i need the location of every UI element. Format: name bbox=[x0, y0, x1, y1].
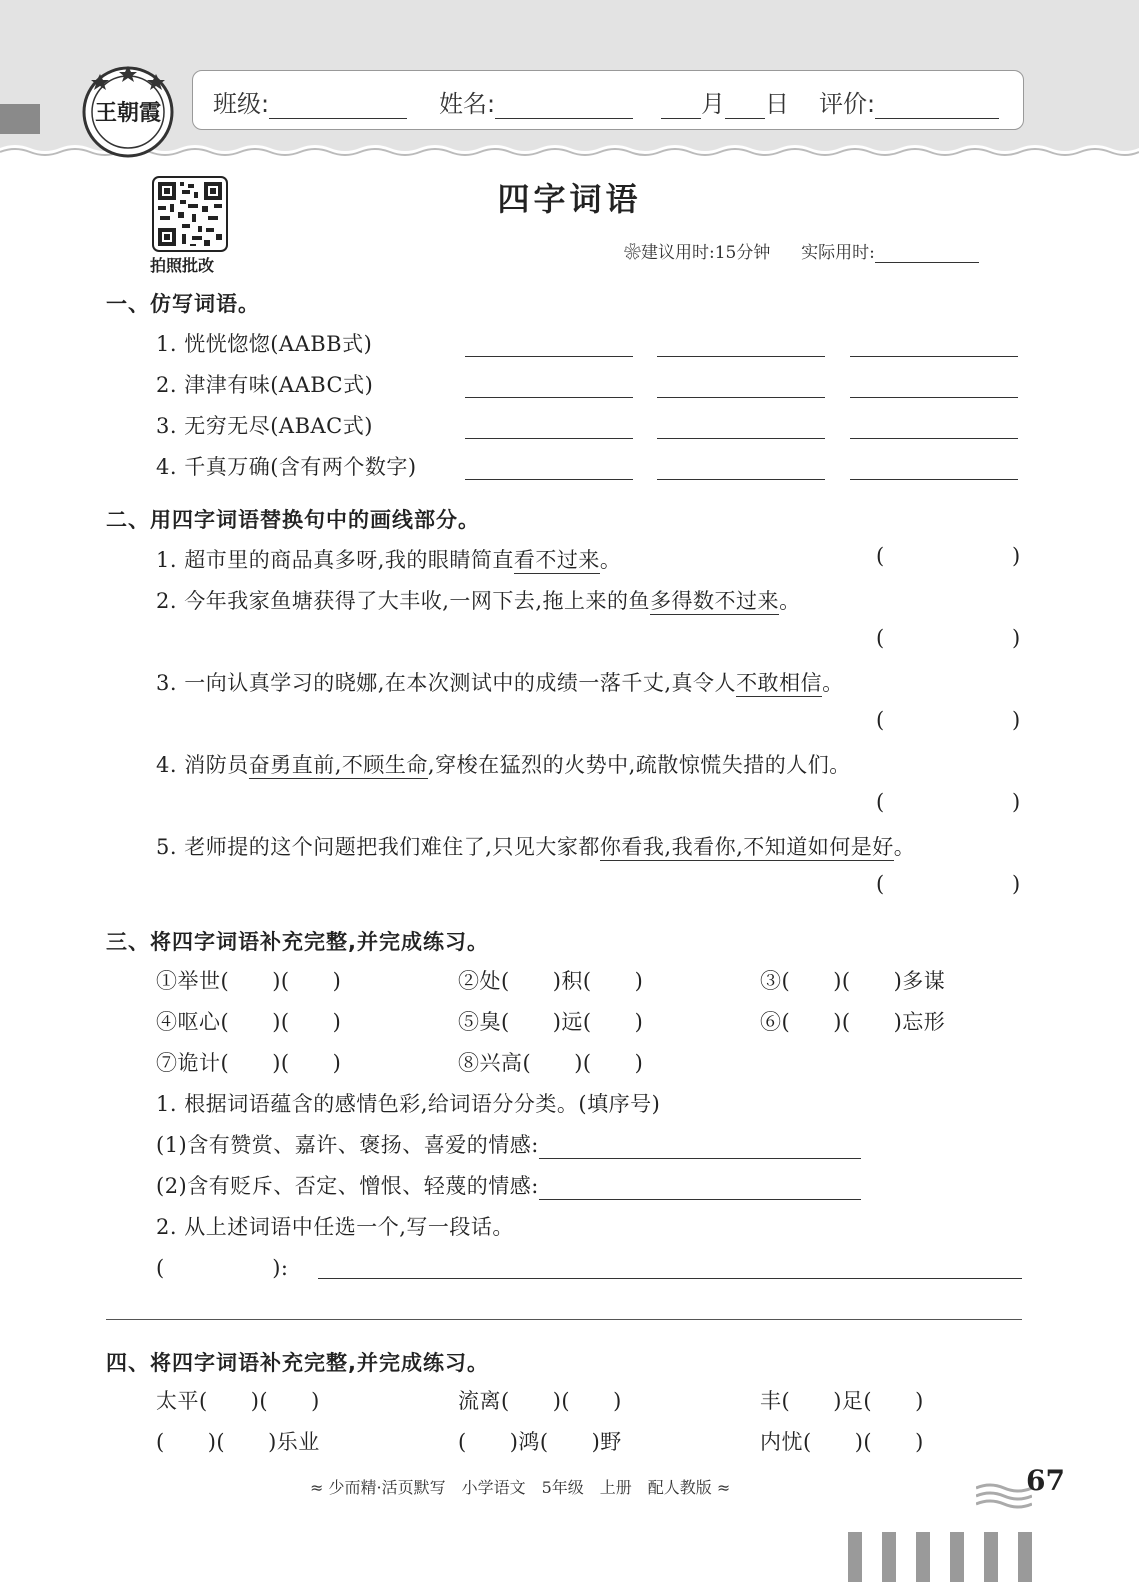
s2-answer-4-close: ) bbox=[1012, 790, 1021, 814]
section-4-heading: 四、将四字词语补充完整,并完成练习。 bbox=[106, 1351, 489, 1375]
s2-item-2: 2. 今年我家鱼塘获得了大丰收,一网下去,拖上来的鱼多得数不过来。 bbox=[156, 589, 801, 613]
underlined-phrase: 不敢相信 bbox=[736, 671, 823, 695]
s3-word-8[interactable]: ⑧兴高( )( ) bbox=[458, 1051, 644, 1075]
s1-answer-3b[interactable] bbox=[657, 437, 825, 439]
timer-row bbox=[624, 238, 979, 263]
s3-question-1: 1. 根据词语蕴含的感情色彩,给词语分分类。(填序号) bbox=[156, 1092, 661, 1116]
s3-word-3[interactable]: ③( )( )多谋 bbox=[760, 969, 946, 993]
s4-word-5[interactable]: ( )鸿( )野 bbox=[458, 1430, 622, 1454]
s3-word-5[interactable]: ⑤臭( )远( ) bbox=[458, 1010, 644, 1034]
edge-bar bbox=[984, 1532, 998, 1582]
s1-answer-2b[interactable] bbox=[657, 396, 825, 398]
suggested-time: 建议用时:15分钟 bbox=[641, 243, 771, 263]
actual-time-blank[interactable] bbox=[875, 244, 979, 263]
s2-item-3: 3. 一向认真学习的晓娜,在本次测试中的成绩一落千丈,真令人不敢相信。 bbox=[156, 671, 844, 695]
s2-answer-3-open[interactable]: ( bbox=[876, 708, 885, 732]
s4-word-1[interactable]: 太平( )( ) bbox=[156, 1389, 320, 1413]
s3-question-2-prompt[interactable]: ( ): bbox=[156, 1256, 289, 1280]
s3-question-1a: (1)含有赞赏、嘉许、褒扬、喜爱的情感: bbox=[156, 1129, 861, 1159]
s2-answer-1-close: ) bbox=[1012, 544, 1021, 568]
date-field[interactable]: 月 日 bbox=[661, 84, 789, 119]
s2-answer-1-open[interactable]: ( bbox=[876, 544, 885, 568]
s2-answer-2-open[interactable]: ( bbox=[876, 626, 885, 650]
name-field[interactable]: 姓名: bbox=[439, 84, 633, 119]
side-tab bbox=[0, 104, 40, 134]
underlined-phrase: 看不过来 bbox=[513, 548, 600, 572]
underlined-phrase: 你看我,我看你,不知道如何是好 bbox=[599, 835, 894, 859]
s1-item-4: 4. 千真万确(含有两个数字) bbox=[156, 455, 417, 479]
s3-answer-1b[interactable] bbox=[539, 1177, 861, 1200]
s3-word-2[interactable]: ②处( )积( ) bbox=[458, 969, 644, 993]
s2-item-4: 4. 消防员奋勇直前,不顾生命,穿梭在猛烈的火势中,疏散惊慌失措的人们。 bbox=[156, 753, 851, 777]
s1-item-3: 3. 无穷无尽(ABAC式) bbox=[156, 414, 373, 438]
s1-answer-2a[interactable] bbox=[465, 396, 633, 398]
s2-answer-3-close: ) bbox=[1012, 708, 1021, 732]
s1-answer-1b[interactable] bbox=[657, 355, 825, 357]
page-number: 67 bbox=[1026, 1464, 1065, 1497]
actual-time-label: 实际用时: bbox=[801, 243, 875, 263]
student-info-box bbox=[192, 70, 1024, 130]
s1-answer-4a[interactable] bbox=[465, 478, 633, 480]
page-wave-icon bbox=[976, 1480, 1032, 1510]
edge-bar bbox=[916, 1532, 930, 1582]
s4-word-2[interactable]: 流离( )( ) bbox=[458, 1389, 622, 1413]
s3-word-7[interactable]: ⑦诡计( )( ) bbox=[156, 1051, 342, 1075]
s1-answer-3c[interactable] bbox=[850, 437, 1018, 439]
s2-answer-4-open[interactable]: ( bbox=[876, 790, 885, 814]
s3-word-4[interactable]: ④呕心( )( ) bbox=[156, 1010, 342, 1034]
underlined-phrase: 多得数不过来 bbox=[650, 589, 780, 613]
s2-item-1: 1. 超市里的商品真多呀,我的眼睛简直看不过来。 bbox=[156, 548, 622, 572]
footer-text: ≈ 少而精·活页默写 小学语文 5年级 上册 配人教版 ≈ bbox=[310, 1478, 731, 1497]
s2-answer-5-close: ) bbox=[1012, 872, 1021, 896]
edge-bar bbox=[950, 1532, 964, 1582]
s2-item-5: 5. 老师提的这个问题把我们难住了,只见大家都你看我,我看你,不知道如何是好。 bbox=[156, 835, 916, 859]
evaluation-field[interactable]: 评价: bbox=[819, 84, 999, 119]
underlined-phrase: 奋勇直前,不顾生命 bbox=[248, 753, 428, 777]
logo-seal bbox=[80, 62, 176, 158]
s4-word-6[interactable]: 内忧( )( ) bbox=[760, 1430, 924, 1454]
s3-writing-line-2[interactable] bbox=[106, 1319, 1022, 1320]
logo-text: 王朝霞 bbox=[94, 100, 162, 126]
s1-answer-4b[interactable] bbox=[657, 478, 825, 480]
s4-word-3[interactable]: 丰( )足( ) bbox=[760, 1389, 924, 1413]
section-3-heading: 三、将四字词语补充完整,并完成练习。 bbox=[106, 930, 489, 954]
s1-answer-2c[interactable] bbox=[850, 396, 1018, 398]
flower-icon: ❀ bbox=[624, 243, 641, 263]
s1-answer-1c[interactable] bbox=[850, 355, 1018, 357]
section-1-heading: 一、仿写词语。 bbox=[106, 292, 260, 316]
s3-writing-line-1[interactable] bbox=[318, 1277, 1022, 1279]
s3-word-1[interactable]: ①举世( )( ) bbox=[156, 969, 342, 993]
s2-answer-5-open[interactable]: ( bbox=[876, 872, 885, 896]
s3-question-2: 2. 从上述词语中任选一个,写一段话。 bbox=[156, 1215, 514, 1239]
page-title: 四字词语 bbox=[497, 180, 642, 218]
s3-question-1b: (2)含有贬斥、否定、憎恨、轻蔑的情感: bbox=[156, 1170, 861, 1200]
s3-answer-1a[interactable] bbox=[539, 1136, 861, 1159]
edge-bar bbox=[882, 1532, 896, 1582]
s3-word-6[interactable]: ⑥( )( )忘形 bbox=[760, 1010, 946, 1034]
edge-bar bbox=[848, 1532, 862, 1582]
edge-bar bbox=[1018, 1532, 1032, 1582]
qr-label: 拍照批改 bbox=[150, 256, 215, 275]
s4-word-4[interactable]: ( )( )乐业 bbox=[156, 1430, 320, 1454]
s1-item-1: 1. 恍恍惚惚(AABB式) bbox=[156, 332, 373, 356]
s1-answer-1a[interactable] bbox=[465, 355, 633, 357]
class-field[interactable]: 班级: bbox=[213, 84, 407, 119]
section-2-heading: 二、用四字词语替换句中的画线部分。 bbox=[106, 508, 480, 532]
s2-answer-2-close: ) bbox=[1012, 626, 1021, 650]
s1-item-2: 2. 津津有味(AABC式) bbox=[156, 373, 374, 397]
s1-answer-4c[interactable] bbox=[850, 478, 1018, 480]
s1-answer-3a[interactable] bbox=[465, 437, 633, 439]
